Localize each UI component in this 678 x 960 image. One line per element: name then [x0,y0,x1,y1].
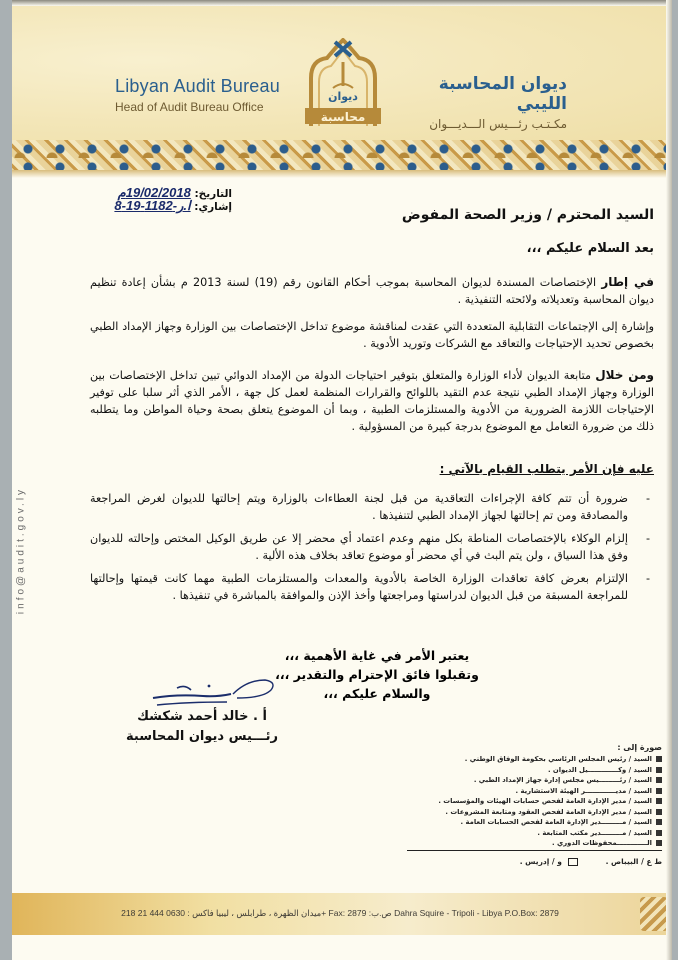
bullet-square-icon [656,756,662,762]
paragraph-3-text: متابعة الديوان لأداء الوزارة والمتعلق بتوفير احتياجات الدولة من الإمداد الدوائي تبين تداخل الإختصاصات بين الوزارة وجهاز الإمداد الطبي نتيجة عدم التقيد باللوائح والقرارات المنظمة لعمل كل جهة ، الأمر الذي أثر سلبا على توفير الإحتياجات اللازمة الضرورية من الأدوية والمستلزمات الطبية ، وبما أن الموضوع يتعلق بصحة وحياة المواطن وما يتطلبه ذلك من ضرورة التعامل مع الموضوع بدرجة كبيرة من المسؤولية . [90,369,654,433]
cc-row [407,838,662,849]
requirements-heading: عليه فإن الأمر يتطلب القيام بالآتي : [439,462,654,476]
brand-english [115,76,280,114]
salutation: السيد المحترم / وزير الصحة المفوض [401,207,654,223]
scan-edge [666,0,672,960]
paragraph-2 [90,318,654,352]
date-value: 19/02/2018م [117,185,191,200]
cc-recipient: السيد / مـــــــــدير مكتب المتابعة . [537,828,652,837]
ref-label: إشاري: [194,201,232,213]
item-marker: - [645,532,650,545]
cc-recipient: السيد / وكـــــــــــــيل الديوان . [547,765,652,774]
svg-text:ديوان: ديوان [328,90,358,103]
closing-line: يعتبر الأمر في غاية الأهمية ،،، [284,648,470,663]
requirement-item [90,490,654,524]
bullet-square-icon [656,840,662,846]
cc-recipient: السيد / مديـــــــــــــر الهيئة الاستشارية . [515,786,652,795]
cc-row [407,817,662,828]
cc-row [407,775,662,786]
cc-row [407,765,662,776]
cc-recipient: السيد / مدير الإدارة العامة لفحص حسابات الهيئات والمؤسسات . [438,797,652,806]
cc-divider [407,850,662,851]
office-name-ar: مكـتـب رئـــيس الـــديـــوان [429,117,567,131]
audit-bureau-logo-icon [297,38,389,128]
footer-address: ميدان الظهرة ، طرابلس ، ليبيا فاكس : 0630 444 21 218+ Fax: ص.ب: 2879 Dahra Squire - Tripoli - Libya P.O.Box: 2879 [121,908,559,918]
brand-arabic [402,74,567,131]
cc-row [407,754,662,765]
computer-icon [568,858,578,866]
bullet-square-icon [656,777,662,783]
letter-page [12,0,672,960]
edited-by: و / إدريس . [519,856,562,866]
bullet-square-icon [656,788,662,794]
greeting: بعد السلام عليكم ،،، [526,241,654,256]
signatory-title: رئـــيس ديوان المحاسبة [126,729,278,744]
cc-recipient: السيد / رئيس المجلس الرئاسي بحكومة الوفاق الوطني . [464,755,652,764]
closing-line: والسلام عليكم ،،، [323,686,431,701]
footer-band [12,893,672,935]
requirement-text: إلزام الوكلاء بالإختصاصات المناطة بكل منهم وعدم اعتماد أي محضر إلا عن طريق الوكيل المختص وإحالته للديوان وفق هذا السياق ، ولن يتم البث في أي محضر أو موضوع تعاقد بخلاف هذه الألية . [90,532,628,562]
signature-block [122,707,282,747]
requirement-item [90,530,654,564]
cc-recipient: السيد / رئـــــــــيس مجلس إدارة جهاز الإمداد الطبي . [473,776,652,785]
decorative-border-fade [12,170,672,178]
letterhead [12,6,672,141]
bullet-square-icon [656,819,662,825]
paragraph-3 [90,367,654,435]
cc-title: صورة إلى : [617,743,662,752]
item-marker: - [645,492,650,505]
svg-text:محاسبة: محاسبة [320,110,366,124]
ref-line [82,200,232,213]
footer-ornament-icon [640,897,668,931]
date-label: التاريخ: [194,188,232,200]
paragraph-2-text: وإشارة إلى الإجتماعات التقابلية المتعددة التي عقدت لمناقشة موضوع تداخل الإختصاصات بين الوزارة وجهاز الإمداد الطبي بخصوص تحديد الإحتياجات والتعاقد مع الشركات وتوريد الأدوية . [90,320,654,350]
edited-by-wrap [520,857,578,866]
reference-block [82,187,232,213]
cc-list [407,743,662,866]
paragraph-3-lead: ومن خلال [595,368,654,382]
cc-recipient: الـــــــــــــمحفوظات الدوري . [552,839,652,848]
cc-row [407,807,662,818]
requirements-list [90,490,654,610]
cc-recipient: السيد / مدير الإدارة العامة لفحص العقود ومتابعة المشروعات . [445,807,652,816]
closing-block [242,646,512,703]
side-email: info@audit.gov.ly [15,486,27,615]
requirement-text: ضرورة أن تتم كافة الإجراءات التعاقدية من قبل لجنة العطاءات بالوزارة ويتم إحالتها للديوان لغرض المراجعة والمصادقة ومن تم إحالتها لجهاز الإمداد الطبي لتنفيذها . [90,492,628,522]
cc-initials [407,857,662,866]
signatory-name: أ . خالد أحمد شكشك [137,709,267,724]
cc-recipient: السيد / مـــــــــدير الإدارة العامة لفحص الحسابات العامة . [460,818,652,827]
item-marker: - [645,572,650,585]
paragraph-1-text: الإختصاصات المسندة لديوان المحاسبة بموجب أحكام القانون رقم (19) لسنة 2013 م بشأن إعادة تنظيم ديوان المحاسبة وتعديلاته ولائحته التنفيذية . [90,276,654,306]
bullet-square-icon [656,830,662,836]
requirement-text: الإلتزام بعرض كافة تعاقدات الوزارة الخاصة بالأدوية والمعدات والمستلزمات الطبية مهما كانت قيمتها وإحالتها للمراجعة المسبقة من قبل الديوان لدراستها ومراجعتها وأخذ الإذن والموافقة بالمباشرة في تنفيذها . [90,572,628,602]
ref-value: ا.ر-1182-19-8 [114,198,191,213]
typed-by: ط ع / البيباص . [605,856,662,866]
office-name-en: Head of Audit Bureau Office [115,100,264,114]
closing-line: وتقبلوا فائق الإحترام والتقدير ،،، [275,667,479,682]
cc-row [407,796,662,807]
org-name-en: Libyan Audit Bureau [115,76,280,96]
bullet-square-icon [656,798,662,804]
paragraph-1-lead: في إطار [601,275,654,289]
handwritten-signature-icon [147,672,277,710]
bullet-square-icon [656,809,662,815]
cc-row [407,828,662,839]
requirement-item [90,570,654,604]
paragraph-1 [90,274,654,308]
bullet-square-icon [656,767,662,773]
org-name-ar: ديوان المحاسبة الليبي [438,74,567,114]
cc-row [407,786,662,797]
